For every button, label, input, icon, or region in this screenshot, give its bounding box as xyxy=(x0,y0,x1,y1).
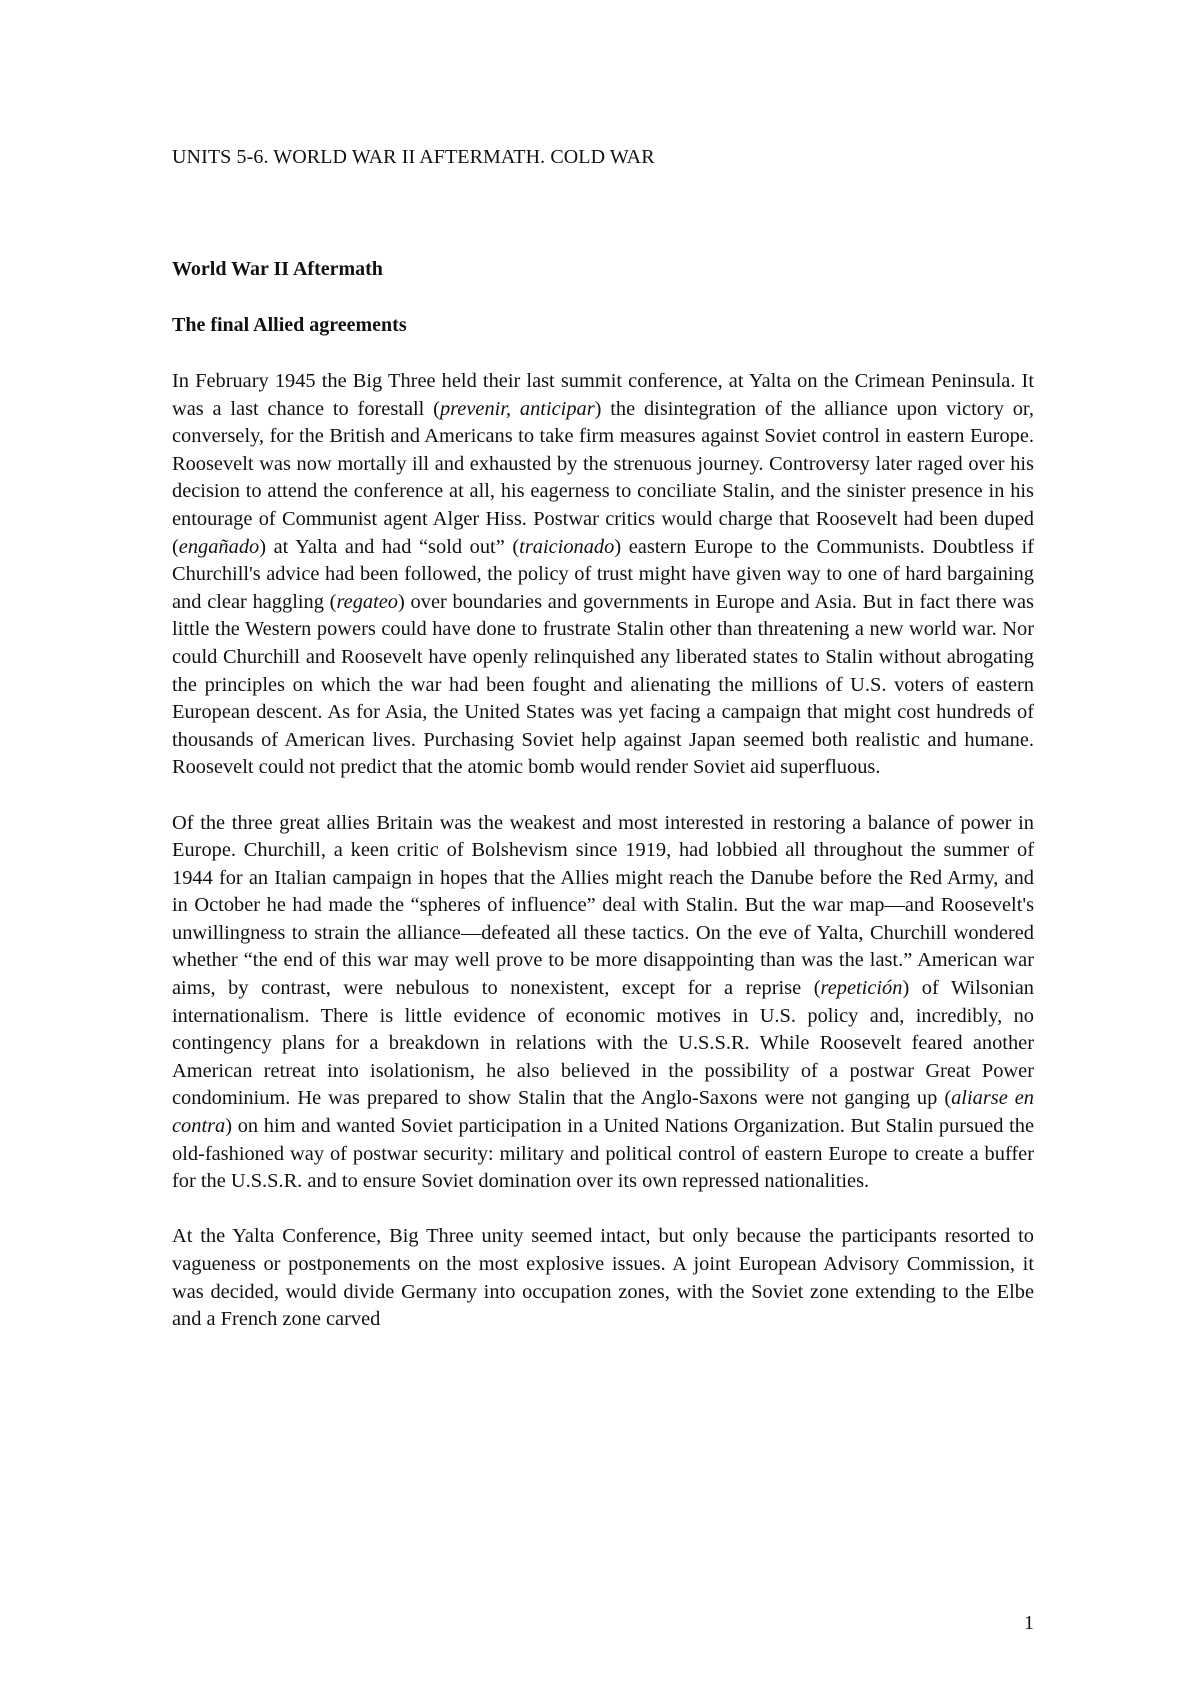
document-page xyxy=(172,0,1034,1696)
text-run: ) over boundaries and governments in Europe and Asia. But in fact there was little the Western powers could have done to frustrate Stalin other than threatening a new world war. Nor could Churchill and Roosevelt have openly relinquished any liberated states to Stalin without abrogating the principles on which the war had been fought and alienating the millions of U.S. voters of eastern European descent. As for Asia, the United States was yet facing a campaign that might cost hundreds of thousands of American lives. Purchasing Soviet help against Japan seemed both realistic and humane. Roosevelt could not predict that the atomic bomb would render Soviet aid superfluous. xyxy=(172,590,1034,779)
text-run: ) of Wilsonian internationalism. There is little evidence of economic motives in U.S. policy and, incredibly, no contingency plans for a breakdown in relations with the U.S.S.R. While Roosevelt feared another American retreat into isolationism, he also believed in the possibility of a postwar Great Power condominium. He was prepared to show Stalin that the Anglo-Saxons were not ganging up ( xyxy=(172,977,1034,1110)
paragraph xyxy=(172,810,1034,1196)
paragraph xyxy=(172,1223,1034,1333)
italic-gloss: regateo xyxy=(336,590,398,613)
text-run: Of the three great allies Britain was the weakest and most interested in restoring a balance of power in Europe. Churchill, a keen critic of Bolshevism since 1919, had lobbied all throughout the summer of 1944 for an Italian campaign in hopes that the Allies might reach the Danube before the Red Army, and in October he had made the “spheres of influence” deal with Stalin. But the war map—and Roosevelt's unwillingness to strain the alliance—defeated all these tactics. On the eve of Yalta, Churchill wondered whether “the end of this war may well prove to be more disappointing than was the last.” American war aims, by contrast, were nebulous to nonexistent, except for a reprise ( xyxy=(172,811,1034,1000)
text-run: ) at Yalta and had “sold out” ( xyxy=(259,535,520,558)
page-number: 1 xyxy=(1024,1612,1034,1634)
document-title: UNITS 5-6. WORLD WAR II AFTERMATH. COLD WAR xyxy=(172,146,655,168)
text-run: In February 1945 the Big Three held their last summit conference, at Yalta on the Crimean Peninsula. It was a last chance to forestall ( xyxy=(172,370,1034,420)
text-run: At the Yalta Conference, Big Three unity seemed intact, but only because the participants resorted to vagueness or postponements on the most explosive issues. A joint European Advisory Commission, it was decided, would divide Germany into occupation zones, with the Soviet zone extending to the Elbe and a French zone carved xyxy=(172,1225,1034,1331)
subsection-heading: The final Allied agreements xyxy=(172,314,407,336)
paragraph xyxy=(172,368,1034,782)
text-run: ) the disintegration of the alliance upon victory or, conversely, for the British and Americans to take firm measures against Soviet control in eastern Europe. Roosevelt was now mortally ill and exhausted by the strenuous journey. Controversy later raged over his decision to attend the conference at all, his eagerness to conciliate Stalin, and the sinister presence in his entourage of Communist agent Alger Hiss. Postwar critics would charge that Roosevelt had been duped ( xyxy=(172,397,1034,558)
document-body xyxy=(172,368,1034,1361)
italic-gloss: engañado xyxy=(178,535,260,558)
italic-gloss: prevenir, anticipar xyxy=(439,397,595,420)
italic-gloss: repetición xyxy=(820,977,903,1000)
text-run: ) on him and wanted Soviet participation in a United Nations Organization. But Stalin pursued the old-fashioned way of postwar security: military and political control of eastern Europe to create a buffer for the U.S.S.R. and to ensure Soviet domination over its own repressed nationalities. xyxy=(172,1115,1034,1193)
text-run: ) eastern Europe to the Communists. Doubtless if Churchill's advice had been followed, the policy of trust might have given way to one of hard bargaining and clear haggling ( xyxy=(172,535,1034,613)
italic-gloss: aliarse en contra xyxy=(172,1087,1034,1138)
section-heading: World War II Aftermath xyxy=(172,258,383,280)
italic-gloss: traicionado xyxy=(519,535,615,558)
